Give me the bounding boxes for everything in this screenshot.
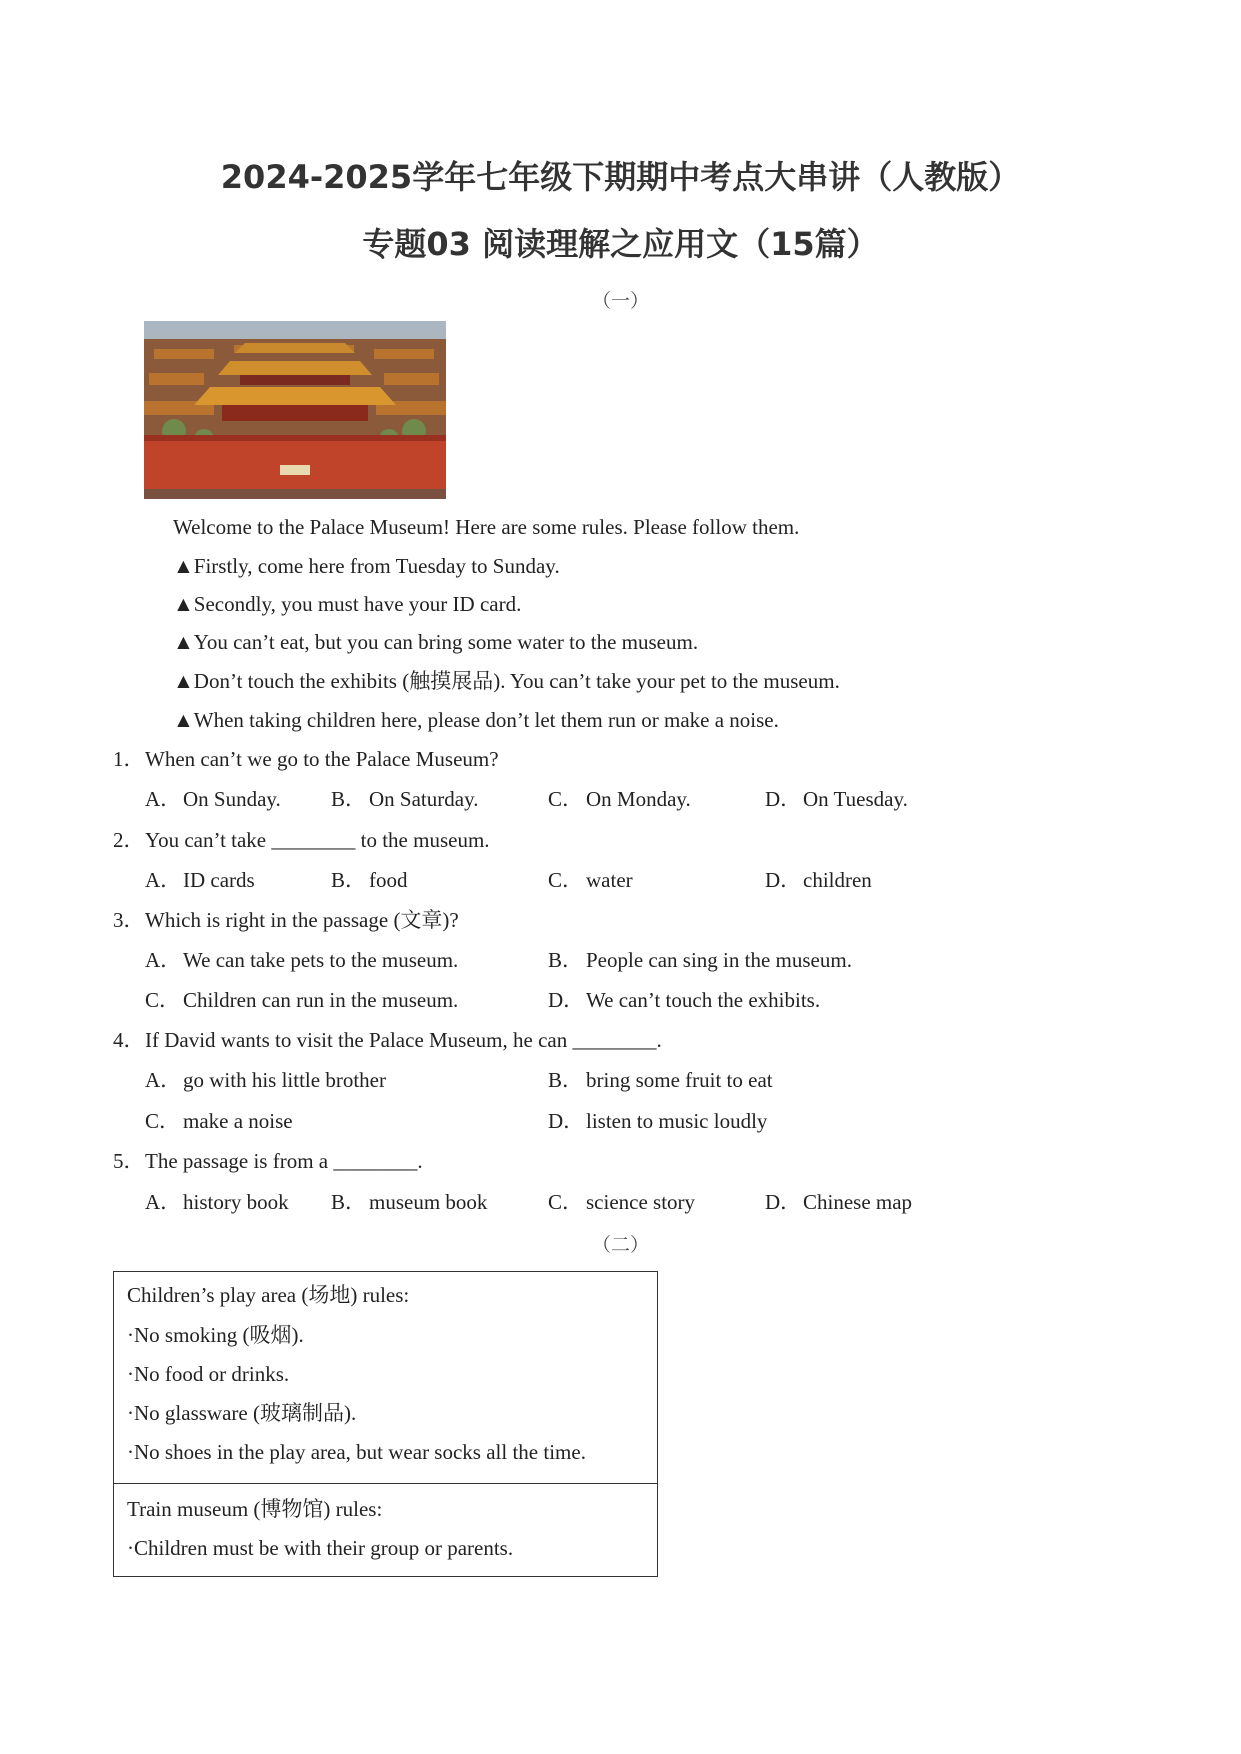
option-text: On Saturday. xyxy=(369,787,479,811)
option-text: bring some fruit to eat xyxy=(586,1068,773,1092)
option-4b xyxy=(548,1067,773,1093)
question-text: Which is right in the passage (文章)? xyxy=(145,908,459,932)
option-text: listen to music loudly xyxy=(586,1109,768,1133)
train-museum-rules-heading: Train museum (博物馆) rules: xyxy=(127,1497,383,1521)
option-letter: C． xyxy=(548,787,584,811)
option-text: We can take pets to the museum. xyxy=(183,948,459,972)
option-text: We can’t touch the exhibits. xyxy=(586,988,821,1012)
option-3c xyxy=(145,987,458,1013)
passage-line: ▲When taking children here, please don’t let them run or make a noise. xyxy=(173,708,779,732)
option-5a xyxy=(145,1189,289,1215)
question-2 xyxy=(113,827,490,853)
option-text: On Monday. xyxy=(586,787,691,811)
option-letter: B． xyxy=(331,868,367,892)
option-letter: B． xyxy=(331,787,367,811)
rules-box xyxy=(113,1271,658,1577)
question-text: You can’t take ________ to the museum. xyxy=(145,828,490,852)
option-3a xyxy=(145,947,458,973)
option-text: children xyxy=(803,868,872,892)
question-number: 5． xyxy=(113,1149,145,1173)
option-letter: D． xyxy=(765,868,802,892)
passage-line: ▲Secondly, you must have your ID card. xyxy=(173,592,522,616)
option-letter: B． xyxy=(548,1068,584,1092)
question-1 xyxy=(113,746,499,772)
option-letter: D． xyxy=(765,787,802,811)
option-1b xyxy=(331,786,478,812)
option-text: On Tuesday. xyxy=(803,787,908,811)
option-letter: C． xyxy=(548,868,584,892)
option-4d xyxy=(548,1108,767,1134)
option-3b xyxy=(548,947,852,973)
option-4c xyxy=(145,1108,293,1134)
rule-item: ·No glassware (玻璃制品). xyxy=(127,1401,357,1425)
option-5b xyxy=(331,1189,487,1215)
option-text: go with his little brother xyxy=(183,1068,386,1092)
question-3 xyxy=(113,907,459,933)
page-subtitle: 专题03 阅读理解之应用文（15篇） xyxy=(362,225,879,263)
question-number: 1． xyxy=(113,747,145,771)
option-letter: C． xyxy=(145,988,181,1012)
box-divider xyxy=(114,1483,657,1484)
option-2d xyxy=(765,867,872,893)
option-2a xyxy=(145,867,255,893)
option-letter: D． xyxy=(548,1109,585,1133)
passage-line: ▲Don’t touch the exhibits (触摸展品). You can’t take your pet to the museum. xyxy=(173,669,840,693)
option-letter: C． xyxy=(145,1109,181,1133)
option-text: food xyxy=(369,868,408,892)
option-letter: A． xyxy=(145,948,182,972)
option-1c xyxy=(548,786,691,812)
question-text: When can’t we go to the Palace Museum? xyxy=(145,747,499,771)
option-2b xyxy=(331,867,408,893)
option-2c xyxy=(548,867,633,893)
section-label-2: （二） xyxy=(591,1235,649,1256)
option-letter: B． xyxy=(548,948,584,972)
option-letter: A． xyxy=(145,868,182,892)
option-text: science story xyxy=(586,1190,696,1214)
option-letter: D． xyxy=(548,988,585,1012)
option-text: Children can run in the museum. xyxy=(183,988,459,1012)
page-title: 2024-2025学年七年级下期期中考点大串讲（人教版） xyxy=(220,158,1021,196)
rule-item: ·No food or drinks. xyxy=(127,1362,290,1386)
passage-line: Welcome to the Palace Museum! Here are some rules. Please follow them. xyxy=(173,515,800,539)
section-label-1: （一） xyxy=(591,291,649,312)
question-4 xyxy=(113,1027,662,1053)
option-3d xyxy=(548,987,820,1013)
question-text: The passage is from a ________. xyxy=(145,1149,423,1173)
rule-item: ·No shoes in the play area, but wear socks all the time. xyxy=(127,1440,586,1464)
question-number: 4． xyxy=(113,1028,145,1052)
option-1a xyxy=(145,786,281,812)
option-text: People can sing in the museum. xyxy=(586,948,852,972)
question-text: If David wants to visit the Palace Museum, he can ________. xyxy=(145,1028,662,1052)
palace-museum-photo xyxy=(144,321,446,499)
option-text: museum book xyxy=(369,1190,488,1214)
option-text: ID cards xyxy=(183,868,255,892)
question-number: 2． xyxy=(113,828,145,852)
option-5c xyxy=(548,1189,695,1215)
option-text: On Sunday. xyxy=(183,787,281,811)
option-letter: A． xyxy=(145,1190,182,1214)
option-text: water xyxy=(586,868,633,892)
play-area-rules-heading: Children’s play area (场地) rules: xyxy=(127,1283,410,1307)
rule-item: ·No smoking (吸烟). xyxy=(127,1323,304,1347)
question-5 xyxy=(113,1148,423,1174)
passage-line: ▲You can’t eat, but you can bring some water to the museum. xyxy=(173,630,699,654)
option-1d xyxy=(765,786,908,812)
option-letter: A． xyxy=(145,1068,182,1092)
option-letter: D． xyxy=(765,1190,802,1214)
question-number: 3． xyxy=(113,908,145,932)
option-text: Chinese map xyxy=(803,1190,913,1214)
option-letter: B． xyxy=(331,1190,367,1214)
option-letter: C． xyxy=(548,1190,584,1214)
option-letter: A． xyxy=(145,787,182,811)
option-text: history book xyxy=(183,1190,289,1214)
option-text: make a noise xyxy=(183,1109,293,1133)
option-4a xyxy=(145,1067,386,1093)
option-5d xyxy=(765,1189,912,1215)
rule-item: ·Children must be with their group or parents. xyxy=(127,1536,514,1560)
passage-line: ▲Firstly, come here from Tuesday to Sunday. xyxy=(173,554,560,578)
